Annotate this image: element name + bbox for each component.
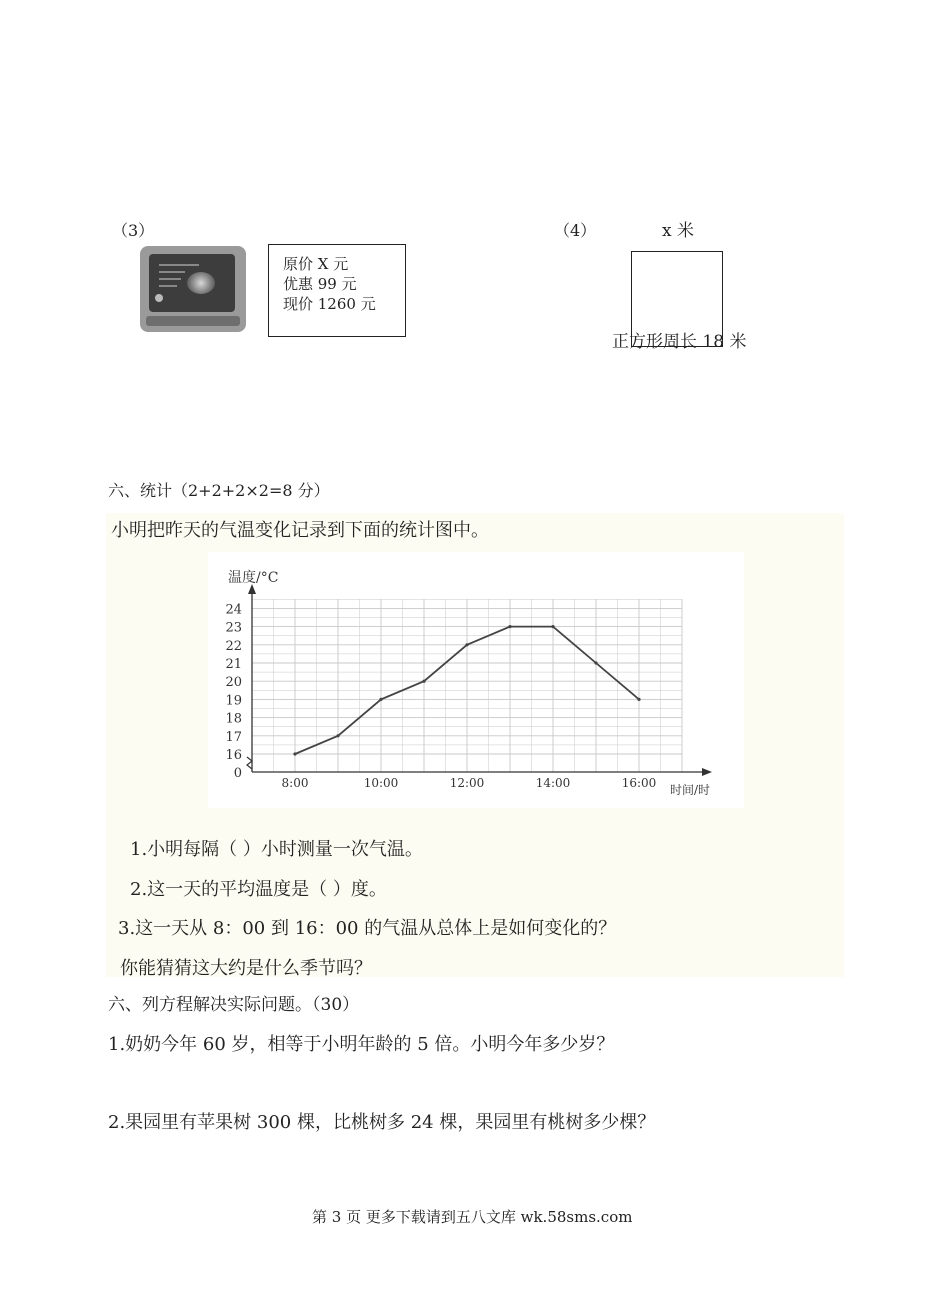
equation-question-1: 1.奶奶今年 60 岁，相等于小明年龄的 5 倍。小明今年多少岁？ [108, 1034, 615, 1055]
chart-x-tick-label: 12:00 [449, 776, 485, 790]
chart-data-point [293, 752, 296, 755]
tv-image [140, 246, 246, 332]
chart-x-tick-label: 14:00 [535, 776, 571, 790]
price-original: 原价 X 元 [283, 255, 349, 273]
chart-y-tick-label: 24 [225, 602, 242, 618]
chart-x-tick-label: 8:00 [281, 776, 309, 790]
chart-y-axis-label: 温度/°C [228, 570, 279, 586]
chart-data-point [465, 643, 468, 646]
chart-x-axis-label: 时间/时 [670, 783, 711, 797]
price-current: 现价 1260 元 [283, 295, 376, 313]
chart-y-tick-label: 22 [225, 638, 242, 654]
chart-y-tick-label: 19 [225, 693, 242, 709]
tv-screen [149, 254, 235, 312]
stats-question-1: 1.小明每隔（ ）小时测量一次气温。 [130, 839, 423, 860]
chart-y-tick-label: 23 [225, 620, 242, 636]
temperature-line-chart [208, 552, 744, 808]
chart-data-point [551, 625, 554, 628]
stats-heading: 六、统计（2+2+2×2=8 分） [108, 481, 330, 500]
chart-y-tick-label: 0 [233, 766, 242, 781]
stats-question-4: 你能猜猜这大约是什么季节吗？ [120, 958, 372, 979]
equations-heading: 六、列方程解决实际问题。（30） [108, 995, 360, 1015]
price-box [268, 244, 406, 337]
stats-question-2: 2.这一天的平均温度是（ ）度。 [130, 879, 387, 900]
chart-axis-break [247, 757, 252, 769]
chart-x-tick-label: 16:00 [621, 776, 657, 790]
chart-x-tick-label: 10:00 [363, 776, 399, 790]
chart-y-tick-label: 18 [225, 711, 242, 727]
chart-y-tick-label: 16 [225, 748, 242, 763]
chart-y-tick-label: 17 [225, 729, 242, 745]
square-side-label: x 米 [662, 221, 694, 241]
chart-data-point [336, 734, 339, 737]
equation-question-2: 2.果园里有苹果树 300 棵，比桃树多 24 棵，果园里有桃树多少棵？ [108, 1112, 656, 1133]
chart-data-point [594, 661, 597, 664]
chart-card [208, 552, 744, 808]
price-discount: 优惠 99 元 [283, 275, 357, 293]
stats-intro: 小明把昨天的气温变化记录到下面的统计图中。 [111, 520, 489, 541]
problem-3-label: （3） [112, 221, 155, 240]
square-perimeter: 正方形周长 18 米 [612, 332, 747, 352]
stats-question-3: 3.这一天从 8：00 到 16：00 的气温从总体上是如何变化的？ [118, 918, 617, 939]
chart-y-tick-label: 20 [225, 675, 242, 691]
chart-data-point [379, 698, 382, 701]
chart-x-axis-arrow [702, 768, 712, 776]
chart-data-point [422, 680, 425, 683]
chart-y-tick-label: 21 [225, 657, 242, 672]
chart-data-point [508, 625, 511, 628]
tv-stand [146, 316, 240, 326]
page-footer: 第 3 页 更多下载请到五八文库 wk.58sms.com [312, 1208, 633, 1226]
chart-data-point [637, 698, 640, 701]
problem-4-label: （4） [554, 221, 597, 240]
